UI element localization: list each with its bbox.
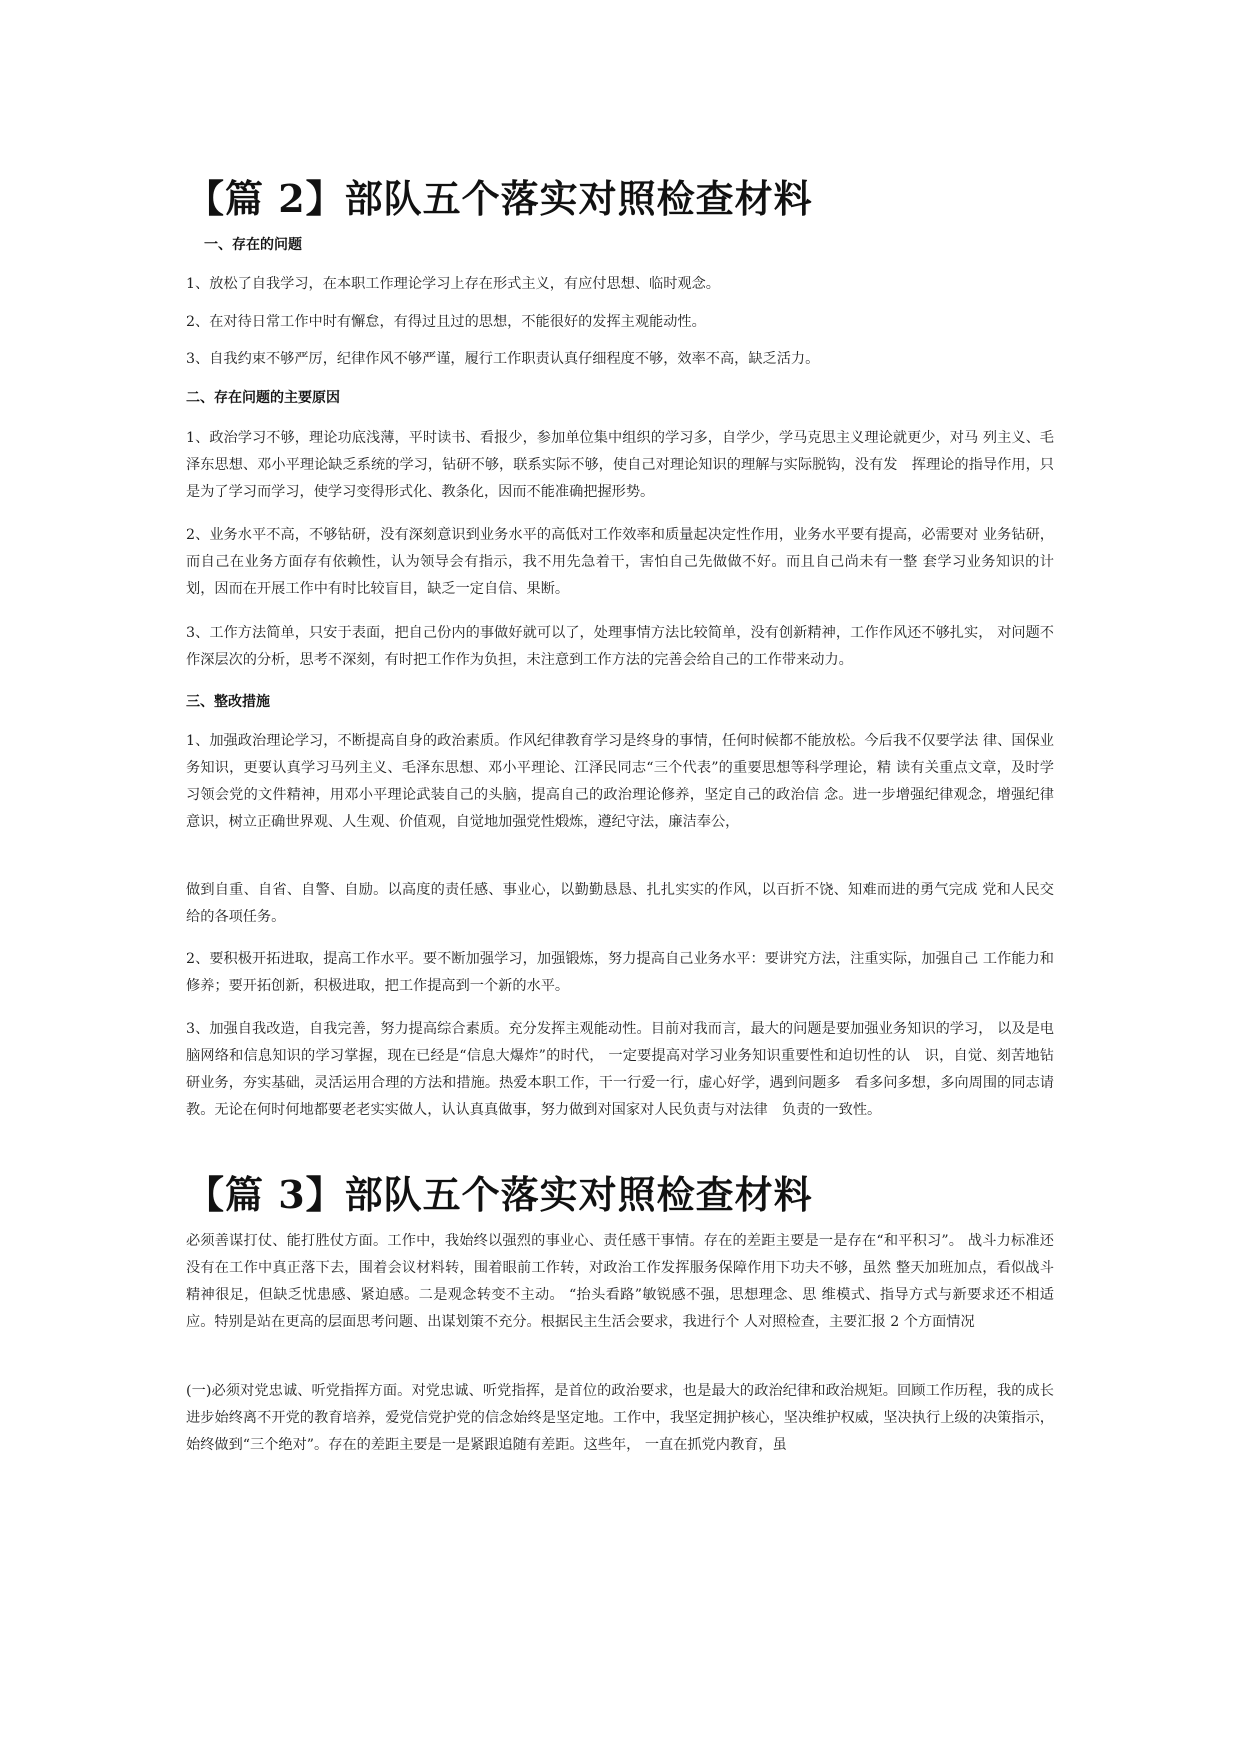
problem-item: 1、放松了自我学习，在本职工作理论学习上存在形式主义，有应付思想、临时观念。	[186, 276, 720, 292]
section2-title: 【篇 2】部队五个落实对照检查材料	[186, 176, 813, 221]
cause-item: 2、业务水平不高，不够钻研，没有深刻意识到业务水平的高低对工作效率和质量起决定性作用，业务水平要有提高，必需要对 业务钻研，而自己在业务方面存有依赖性，认为领导会有指示，我不用先急着干，害怕自己先做做不好。而且自己尚未有一整 套学习业务知识的计划，因而在开展工作中有时比较盲目，缺乏一定自信、果断。	[186, 527, 1054, 597]
section3-paragraph: (一)必须对党忠诚、听党指挥方面。对党忠诚、听党指挥，是首位的政治要求，也是最大的政治纪律和政治规矩。回顾工作历程，我的成长进步始终离不开党的教育培养，爱党信党护党的信念始终是坚定地。工作中，我坚定拥护核心，坚决维护权威，坚决执行上级的决策指示，始终做到“三个绝对”。存在的差距主要是一是紧跟追随有差距。这些年， 一直在抓党内教育，虽	[186, 1383, 1054, 1453]
measure-item: 3、加强自我改造，自我完善，努力提高综合素质。充分发挥主观能动性。目前对我而言，最大的问题是要加强业务知识的学习， 以及是电脑网络和信息知识的学习掌握，现在已经是“信息大爆炸”的时代， 一定要提高对学习业务知识重要性和迫切性的认 识，自觉、刻苦地钻研业务，夯实基础，灵活运用合理的方法和措施。热爱本职工作，干一行爱一行，虚心好学，遇到问题多 看多问多想，多向周围的同志请教。无论在何时何地都要老老实实做人，认认真真做事，努力做到对国家对人民负责与对法律 负责的一致性。	[186, 1021, 1054, 1118]
heading-measures: 三、整改措施	[186, 694, 270, 710]
cause-item: 1、政治学习不够，理论功底浅薄，平时读书、看报少，参加单位集中组织的学习多，自学少，学马克思主义理论就更少，对马 列主义、毛泽东思想、邓小平理论缺乏系统的学习，钻研不够，联系实际不够，使自己对理论知识的理解与实际脱钩，没有发 挥理论的指导作用，只是为了学习而学习，使学习变得形式化、教条化，因而不能准确把握形势。	[186, 430, 1054, 500]
measure-item: 做到自重、自省、自警、自励。以高度的责任感、事业心，以勤勤恳恳、扎扎实实的作风，以百折不饶、知难而进的勇气完成 党和人民交给的各项任务。	[186, 882, 1054, 925]
measure-item: 1、加强政治理论学习，不断提高自身的政治素质。作风纪律教育学习是终身的事情，任何时候都不能放松。今后我不仅要学法 律、国保业务知识，更要认真学习马列主义、毛泽东思想、邓小平理论、江泽民同志“三个代表”的重要思想等科学理论，精 读有关重点文章，及时学习领会党的文件精神，用邓小平理论武装自己的头脑，提高自己的政治理论修养，坚定自己的政治信 念。进一步增强纪律观念，增强纪律意识，树立正确世界观、人生观、价值观，自觉地加强党性煅炼，遵纪守法，廉洁奉公，	[186, 733, 1054, 830]
cause-item: 3、工作方法简单，只安于表面，把自己份内的事做好就可以了，处理事情方法比较简单，没有创新精神，工作作风还不够扎实， 对问题不作深层次的分析，思考不深刻，有时把工作作为负担，未注意到工作方法的完善会给自己的工作带来动力。	[186, 625, 1054, 668]
heading-problems: 一、存在的问题	[204, 237, 302, 253]
section3-paragraph: 必须善谋打仗、能打胜仗方面。工作中，我始终以强烈的事业心、责任感干事情。存在的差距主要是一是存在“和平积习”。 战斗力标准还没有在工作中真正落下去，围着会议材料转，围着眼前工作转，对政治工作发挥服务保障作用下功夫不够，虽然 整天加班加点，看似战斗精神很足，但缺乏忧患感、紧迫感。二是观念转变不主动。 “抬头看路”敏锐感不强，思想理念、思 维模式、指导方式与新要求还不相适应。特别是站在更高的层面思考问题、出谋划策不充分。根据民主生活会要求，我进行个 人对照检查，主要汇报 2 个方面情况	[186, 1233, 1054, 1330]
problem-item: 2、在对待日常工作中时有懈怠，有得过且过的思想，不能很好的发挥主观能动性。	[186, 314, 706, 330]
section3-title: 【篇 3】部队五个落实对照检查材料	[186, 1172, 813, 1217]
heading-causes: 二、存在问题的主要原因	[186, 390, 340, 406]
problem-item: 3、自我约束不够严厉，纪律作风不够严谨，履行工作职责认真仔细程度不够，效率不高，缺乏活力。	[186, 351, 820, 367]
measure-item: 2、要积极开拓进取，提高工作水平。要不断加强学习，加强锻炼，努力提高自己业务水平：要讲究方法，注重实际，加强自己 工作能力和修养；要开拓创新，积极进取，把工作提高到一个新的水平。	[186, 951, 1054, 994]
